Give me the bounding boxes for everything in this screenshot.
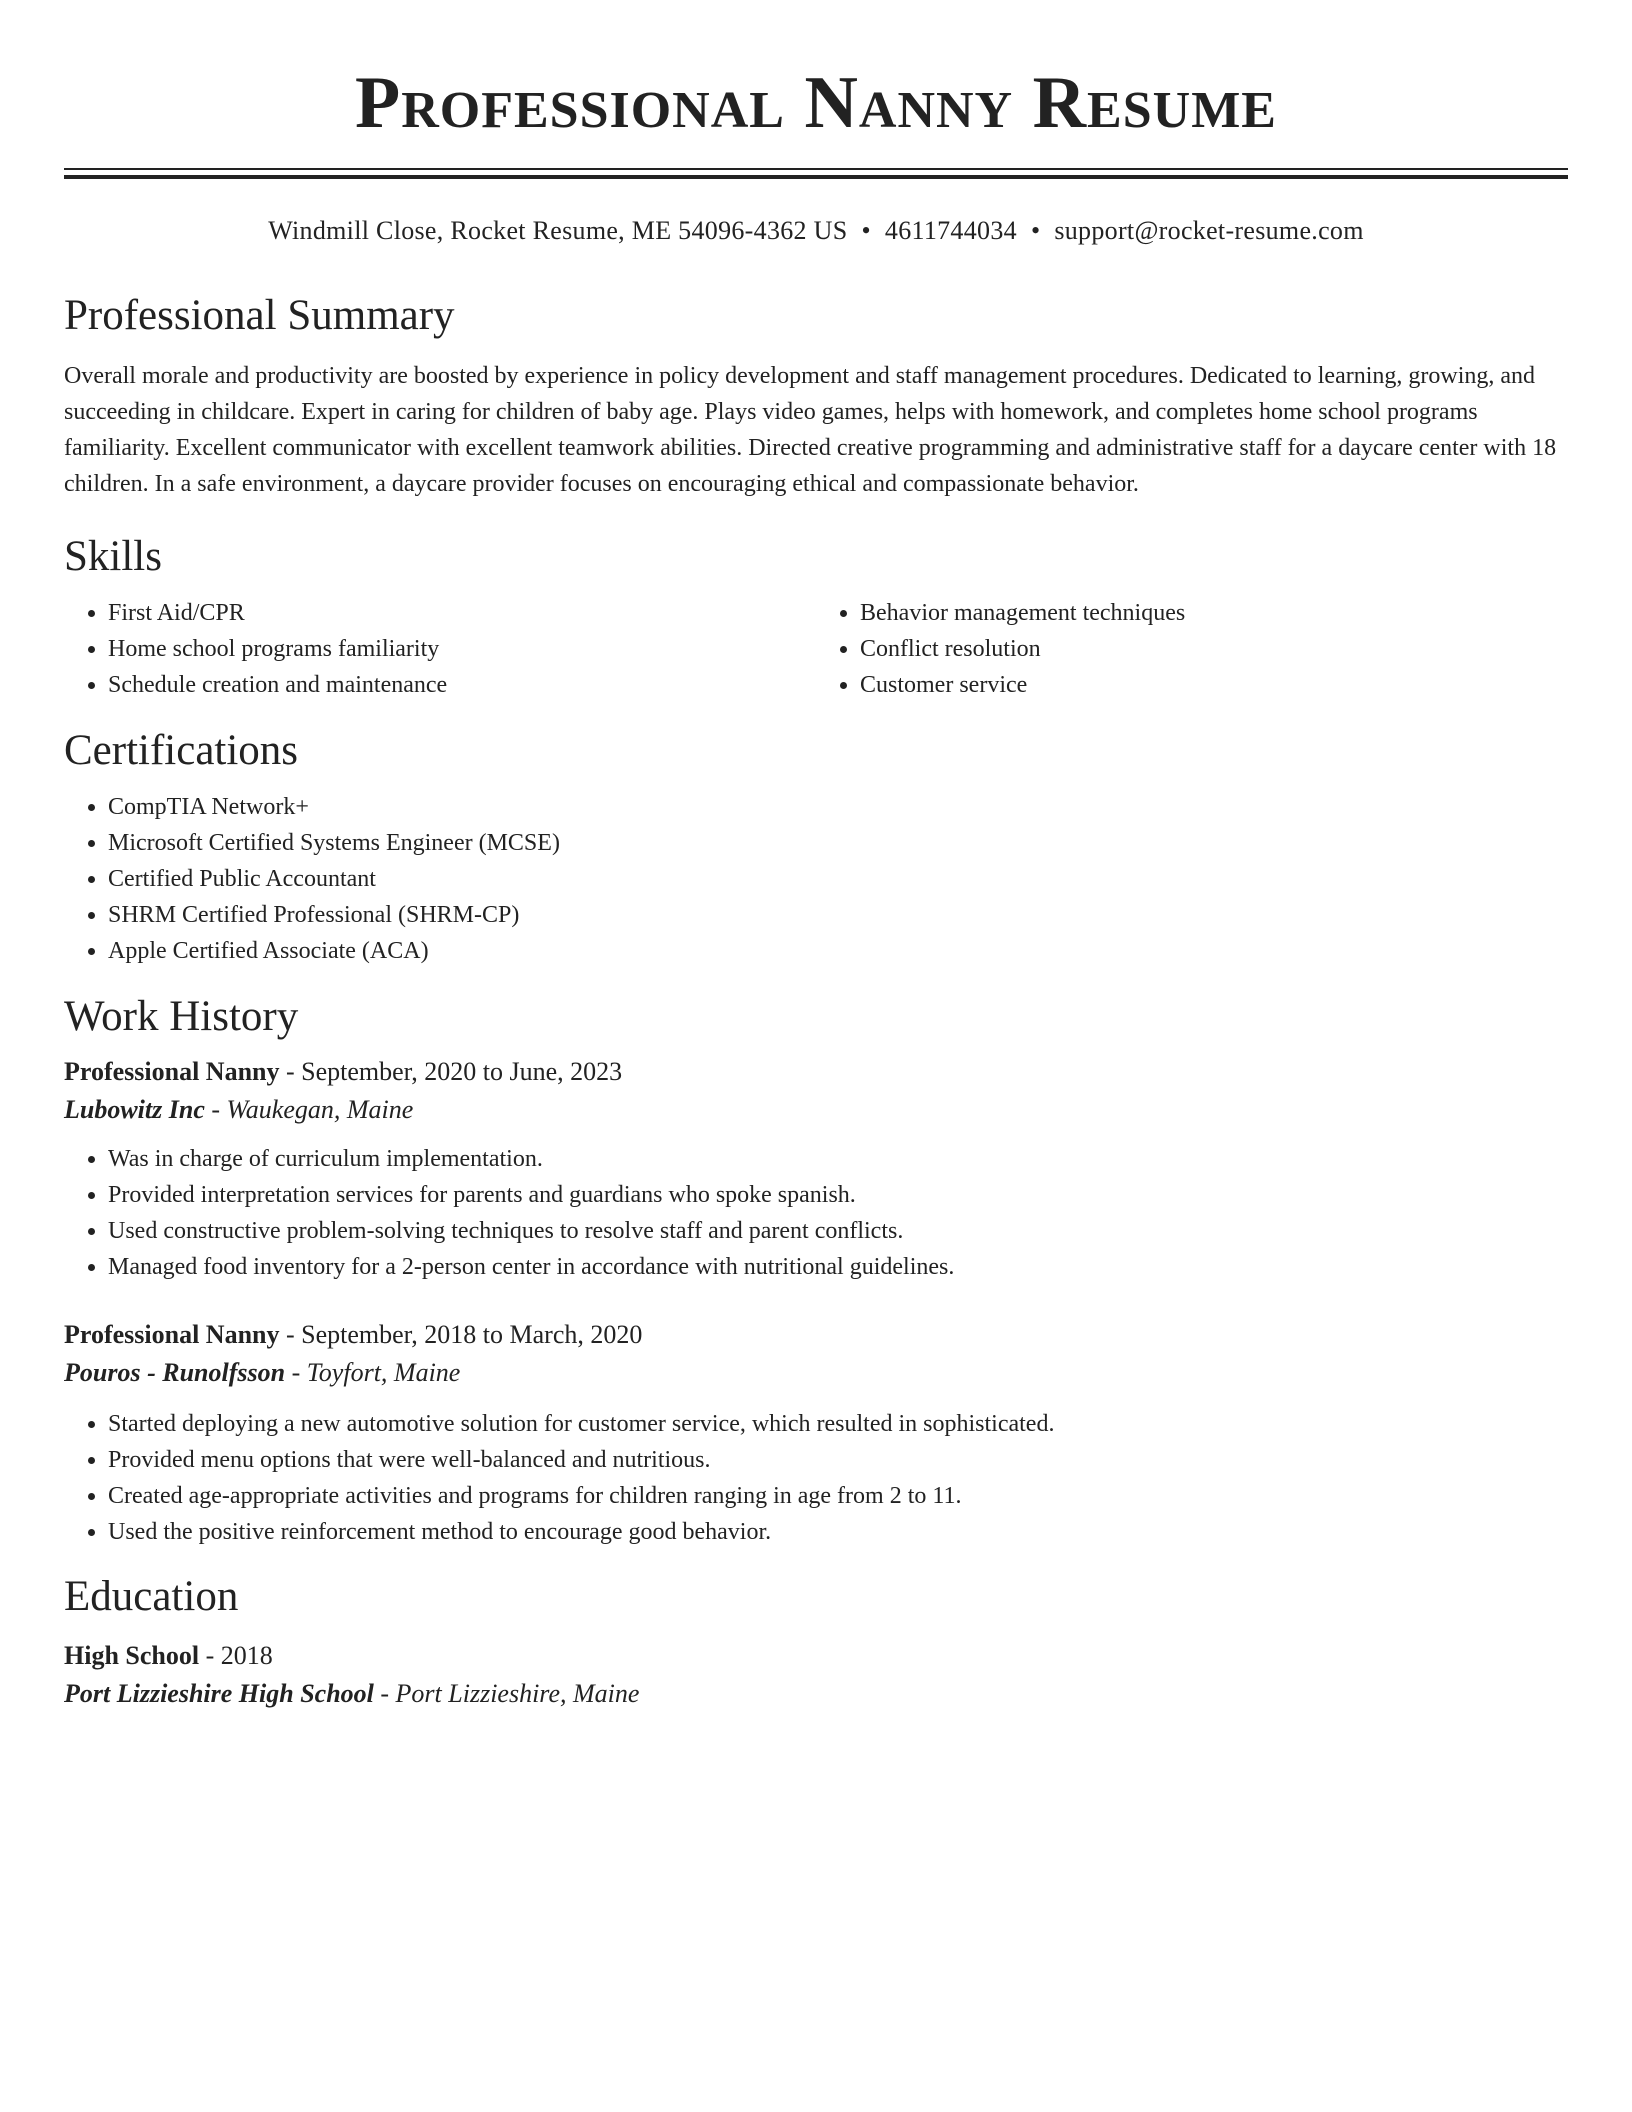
list-item: • Managed food inventory for a 2-person center in accordance with nutritional guidelines.	[108, 1249, 1568, 1285]
list-item: • Provided menu options that were well-balanced and nutritious.	[108, 1442, 1568, 1478]
list-item: • Was in charge of curriculum implementation.	[108, 1141, 1568, 1177]
list-item: • Used constructive problem-solving techniques to resolve staff and parent conflicts.	[108, 1213, 1568, 1249]
contact-phone: 4611744034	[884, 216, 1017, 245]
contact-separator: •	[1030, 216, 1041, 245]
list-item: • Microsoft Certified Systems Engineer (MCSE)	[108, 825, 1568, 861]
skills-column-right	[816, 595, 1568, 703]
job-title: Professional Nanny	[64, 1057, 280, 1086]
resume-title: Professional Nanny Resume	[355, 62, 1277, 144]
list-item: • Conflict resolution	[860, 631, 1568, 667]
job-header	[64, 1316, 1568, 1354]
contact-email: support@rocket-resume.com	[1054, 216, 1364, 245]
education-location: - Port Lizzieshire, Maine	[373, 1679, 640, 1708]
education-year: - 2018	[199, 1641, 273, 1670]
education-header	[64, 1637, 1568, 1675]
summary-text: Overall morale and productivity are boosted by experience in policy development and staff management procedures. Dedicated to learning, growing, and succeeding in childcare. Expert in caring for children of baby age. Plays video games, helps with homework, and completes home school programs familiarity. Excellent communicator with excellent teamwork abilities. Directed creative programming and administrative staff for a daycare center with 18 children. In a safe environment, a daycare provider focuses on encouraging ethical and compassionate behavior.	[64, 363, 1557, 497]
job-location: - Toyfort, Maine	[285, 1358, 461, 1387]
list-item: • Created age-appropriate activities and programs for children ranging in age from 2 to 11.	[108, 1478, 1568, 1514]
list-item: • Behavior management techniques	[860, 595, 1568, 631]
contact-line	[64, 215, 1568, 247]
job-entry	[64, 1053, 1568, 1285]
list-item: • CompTIA Network+	[108, 789, 1568, 825]
education-degree: High School	[64, 1641, 200, 1670]
education-school: Port Lizzieshire High School	[64, 1679, 374, 1708]
skills-heading: Skills	[64, 533, 162, 580]
contact-address: Windmill Close, Rocket Resume, ME 54096-4362 US	[268, 216, 848, 245]
job-dates: - September, 2020 to June, 2023	[279, 1057, 623, 1086]
job-company: Lubowitz Inc	[64, 1095, 205, 1124]
list-item: • Customer service	[860, 667, 1568, 703]
job-org	[64, 1091, 1568, 1129]
job-location: - Waukegan, Maine	[204, 1095, 414, 1124]
education-org	[64, 1675, 1568, 1713]
list-item: • Provided interpretation services for parents and guardians who spoke spanish.	[108, 1177, 1568, 1213]
list-item: • Used the positive reinforcement method to encourage good behavior.	[108, 1514, 1568, 1550]
job-entry	[64, 1316, 1568, 1550]
list-item: • SHRM Certified Professional (SHRM-CP)	[108, 897, 1568, 933]
job-bullets	[64, 1141, 1568, 1285]
job-company: Pouros - Runolfsson	[64, 1358, 286, 1387]
list-item: • Home school programs familiarity	[108, 631, 816, 667]
job-bullets	[64, 1406, 1568, 1550]
certifications-list	[64, 789, 1568, 969]
certifications-heading: Certifications	[64, 727, 299, 774]
education-heading: Education	[64, 1573, 239, 1620]
skills-list	[64, 595, 1568, 703]
skills-column-left	[64, 595, 816, 703]
job-title: Professional Nanny	[64, 1320, 280, 1349]
list-item: • First Aid/CPR	[108, 595, 816, 631]
education-entry	[64, 1637, 1568, 1713]
job-dates: - September, 2018 to March, 2020	[279, 1320, 643, 1349]
list-item: • Apple Certified Associate (ACA)	[108, 933, 1568, 969]
summary-heading: Professional Summary	[64, 292, 455, 339]
work-history-heading: Work History	[64, 993, 299, 1040]
job-org	[64, 1354, 1568, 1392]
title-divider	[64, 168, 1568, 179]
list-item: • Schedule creation and maintenance	[108, 667, 816, 703]
job-header	[64, 1053, 1568, 1091]
list-item: • Started deploying a new automotive solution for customer service, which resulted in sophisticated.	[108, 1406, 1568, 1442]
list-item: • Certified Public Accountant	[108, 861, 1568, 897]
contact-separator: •	[861, 216, 871, 245]
